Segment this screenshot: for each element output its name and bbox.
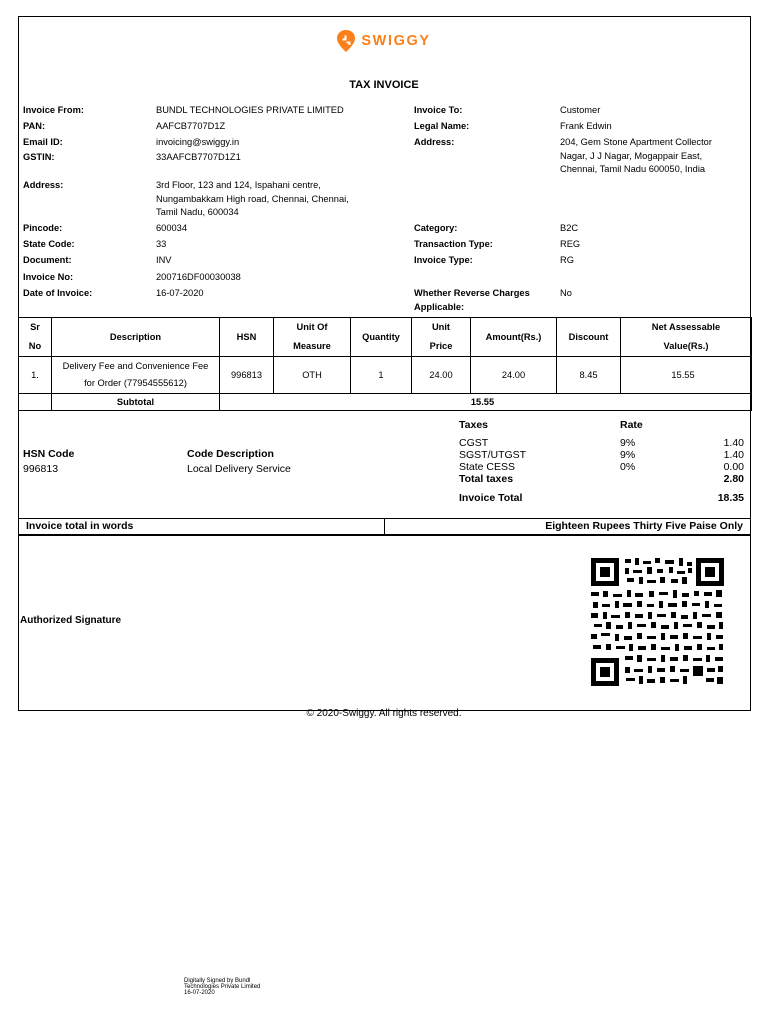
invoice-from-value: BUNDL TECHNOLOGIES PRIVATE LIMITED [156,105,344,115]
tax-rate: 9% [620,449,636,461]
invoice-to-value: Customer [560,105,601,115]
code-description-label: Code Description [187,448,274,460]
legal-name-label: Legal Name: [414,121,470,131]
document-label: Document: [23,255,72,265]
tax-amount: 1.40 [723,437,744,449]
to-address-line: Chennai, Tamil Nadu 600050, India [560,164,706,174]
cell-uom: OTH [274,357,351,394]
col-header-discount: Discount [557,318,621,357]
cell-quantity: 1 [351,357,412,394]
cell-unit-price: 24.00 [412,357,471,394]
table-row [19,357,752,394]
subtotal-value: 15.55 [220,394,752,411]
gstin-label: GSTIN: [23,152,55,162]
invoice-from-label: Invoice From: [23,105,84,115]
category-label: Category: [414,223,458,233]
col-header-unit-price: Unit Price [412,318,471,357]
cell-amount: 24.00 [471,357,557,394]
code-description-value: Local Delivery Service [187,463,291,475]
legal-name-value: Frank Edwin [560,121,612,131]
invoice-type-value: RG [560,255,574,265]
words-label: Invoice total in words [18,518,385,535]
category-value: B2C [560,223,579,233]
cell-net: 15.55 [621,357,752,394]
digital-signature: Digitally Signed by Bundl Technologies Private Limited 16-07-2020 [184,978,261,996]
invoice-total-value: 18.35 [717,492,744,504]
date-value: 16-07-2020 [156,288,204,298]
total-taxes-label: Total taxes [459,473,514,485]
from-address-line: Nungambakkam High road, Chennai, Chennai, [156,194,349,204]
table-header-row [19,318,752,357]
invoice-to-label: Invoice To: [414,105,463,115]
tax-amount: 0.00 [723,461,744,473]
tax-name: CGST [459,437,489,449]
cell-hsn: 996813 [220,357,274,394]
col-header-uom: Unit Of Measure [274,318,351,357]
email-label: Email ID: [23,137,63,147]
col-header-description: Description [52,318,220,357]
divider [18,535,751,536]
col-header-sr: Sr No [19,318,52,357]
tax-name: State CESS [459,461,516,473]
tax-name: SGST/UTGST [459,449,527,461]
to-address-line: 204, Gem Stone Apartment Collector [560,137,712,147]
state-code-label: State Code: [23,239,75,249]
total-taxes-value: 2.80 [723,473,744,485]
gstin-value: 33AAFCB7707D1Z1 [156,152,241,162]
pincode-value: 600034 [156,223,188,233]
transaction-type-value: REG [560,239,581,249]
col-header-quantity: Quantity [351,318,412,357]
swiggy-logo-icon [337,30,355,52]
invoice-total-label: Invoice Total [459,492,523,504]
items-table [18,317,752,411]
swiggy-logo [0,30,768,52]
tax-rate: 9% [620,437,636,449]
cell-sr: 1. [19,357,52,394]
page-title: TAX INVOICE [349,79,419,91]
reverse-charge-label: Whether Reverse Charges [414,288,530,298]
invoice-no-value: 200716DF00030038 [156,272,241,282]
tax-rate: 0% [620,461,636,473]
state-code-value: 33 [156,239,167,249]
cell-description: Delivery Fee and Convenience Fee for Order (77954555612) [52,357,220,394]
hsn-code-value: 996813 [23,463,59,475]
subtotal-row [19,394,752,411]
from-address-line: Tamil Nadu, 600034 [156,207,239,217]
subtotal-label: Subtotal [52,394,220,411]
reverse-charge-label: Applicable: [414,302,465,312]
pan-label: PAN: [23,121,46,131]
col-header-hsn: HSN [220,318,274,357]
invoice-type-label: Invoice Type: [414,255,473,265]
col-header-net: Net Assessable Value(Rs.) [621,318,752,357]
to-address-label: Address: [414,137,455,147]
from-address-label: Address: [23,180,64,190]
pan-value: AAFCB7707D1Z [156,121,226,131]
col-header-amount: Amount(Rs.) [471,318,557,357]
from-address-line: 3rd Floor, 123 and 124, Ispahani centre, [156,180,321,190]
qr-code-icon [589,556,726,688]
invoice-no-label: Invoice No: [23,272,74,282]
footer-copyright: © 2020-Swiggy. All rights reserved. [306,708,462,719]
hsn-code-label: HSN Code [23,448,75,460]
words-value: Eighteen Rupees Thirty Five Paise Only [384,518,751,535]
logo-text: SWIGGY [361,33,431,49]
to-address-line: Nagar, J J Nagar, Mogappair East, [560,151,703,161]
tax-amount: 1.40 [723,449,744,461]
pincode-label: Pincode: [23,223,63,233]
date-label: Date of Invoice: [23,288,93,298]
reverse-charge-value: No [560,288,572,298]
email-value[interactable]: invoicing@swiggy.in [156,137,240,147]
document-value: INV [156,255,172,265]
taxes-header: Taxes [459,419,488,431]
authorized-signature: Authorized Signature [20,615,122,626]
rate-header: Rate [620,419,643,431]
transaction-type-label: Transaction Type: [414,239,493,249]
cell-discount: 8.45 [557,357,621,394]
